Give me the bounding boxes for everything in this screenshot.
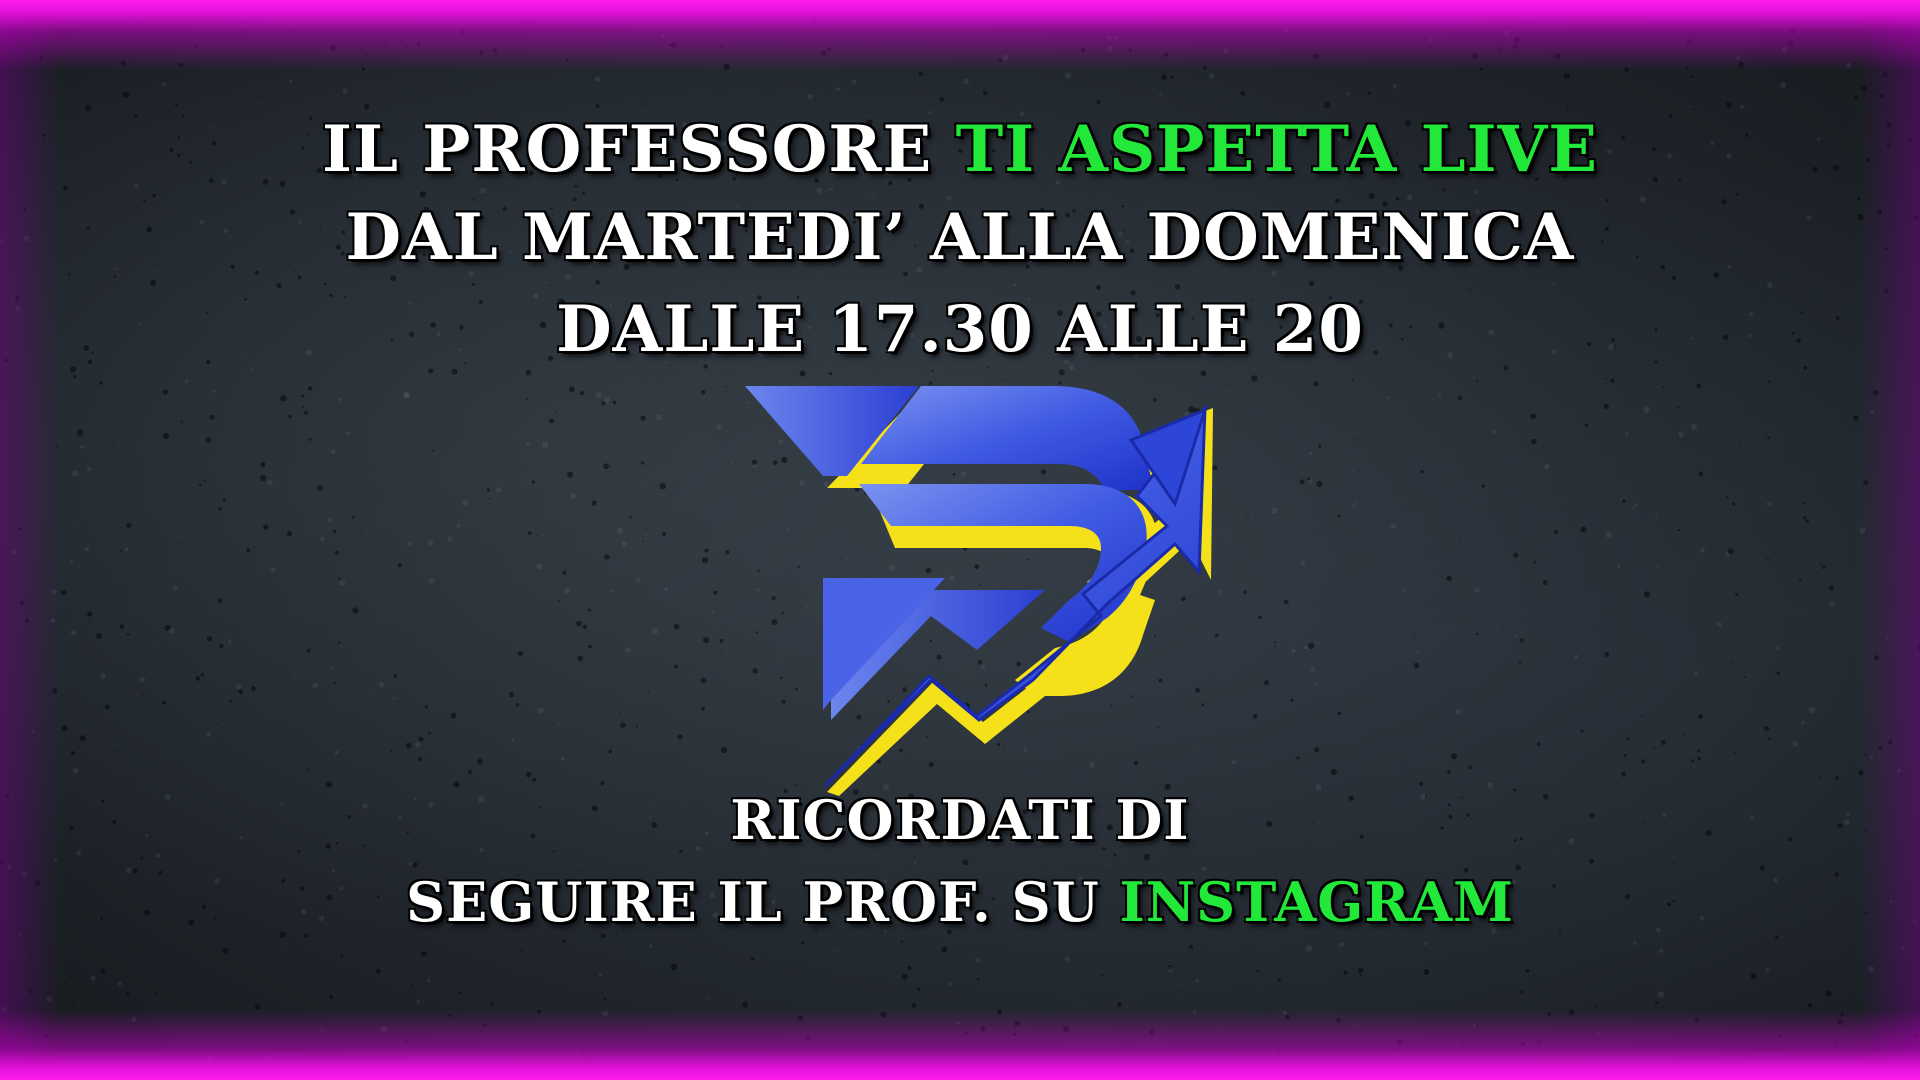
top-magenta-border (0, 0, 1920, 70)
instagram-highlight: INSTAGRAM (1119, 870, 1514, 934)
footer-line-2 (0, 870, 1920, 934)
headline-line-3: DALLE 17.30 ALLE 20 (556, 292, 1364, 367)
footer-line-2-text: SEGUIRE IL PROF. SU (406, 870, 1120, 934)
bottom-magenta-border (0, 1010, 1920, 1080)
headline-line-1 (0, 112, 1920, 187)
headline-line-1-text: IL PROFESSORE (322, 112, 956, 187)
footer-line-1: RICORDATI DI (730, 788, 1190, 852)
p-rising-arrow-logo-icon (735, 380, 1235, 800)
headline-highlight: TI ASPETTA LIVE (955, 112, 1598, 187)
headline-line-2: DAL MARTEDI’ ALLA DOMENICA (345, 200, 1575, 275)
